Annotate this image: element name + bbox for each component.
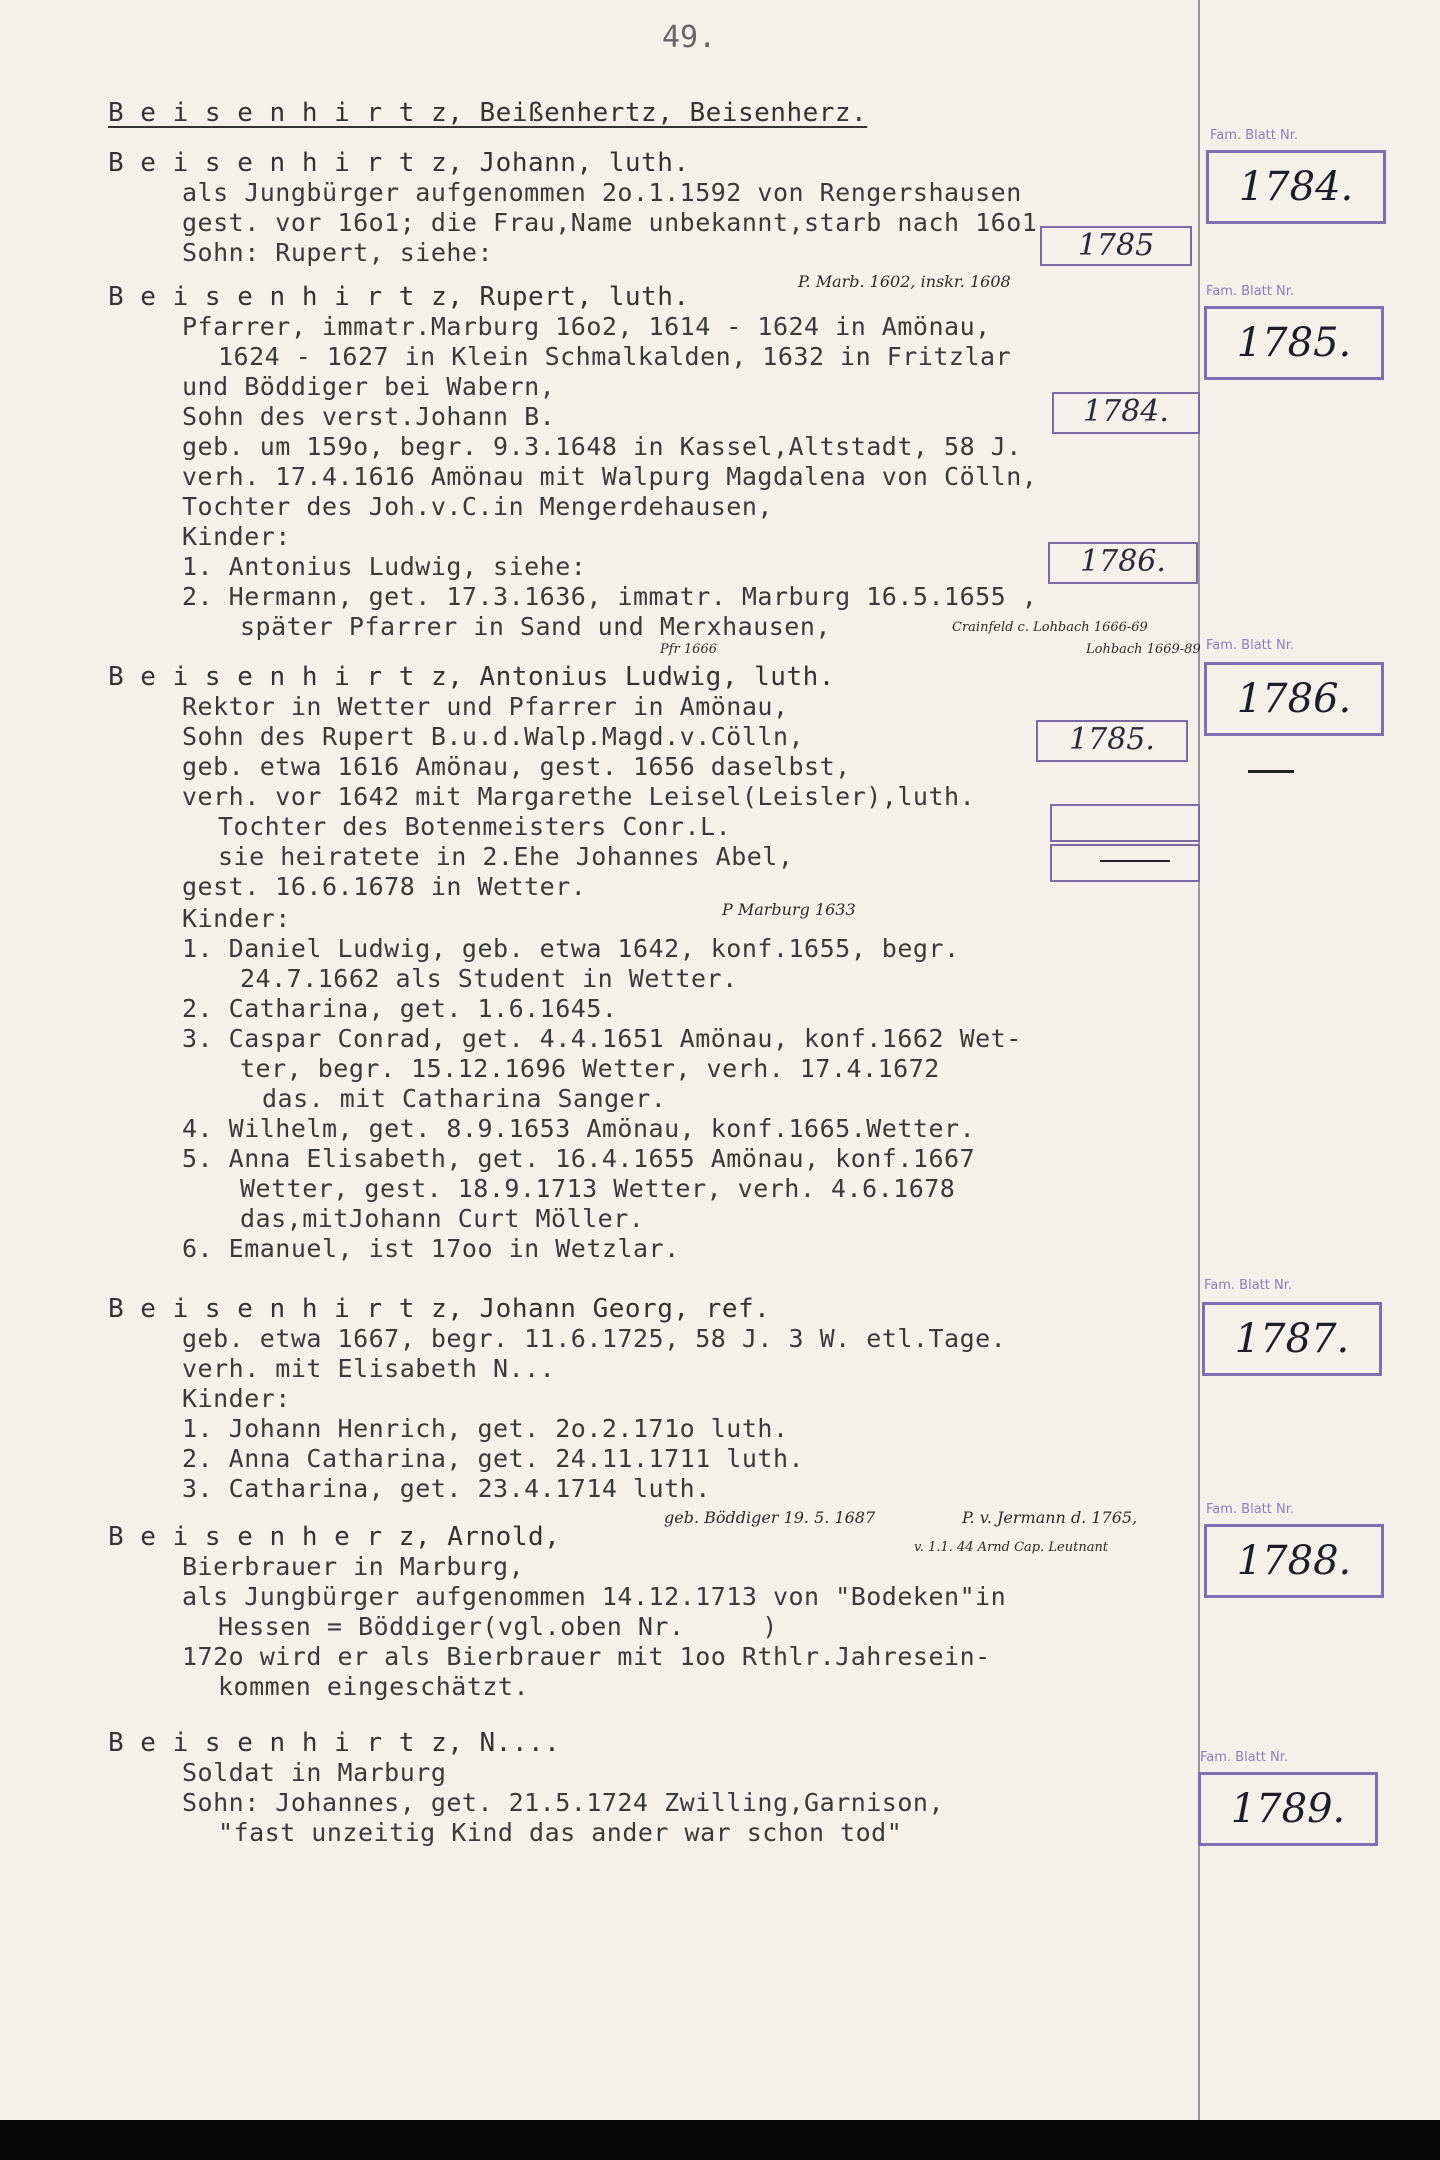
fam-blatt-box: 1784. — [1206, 150, 1386, 224]
entry-text-line: 6. Emanuel, ist 17oo in Wetzlar. — [182, 1234, 680, 1263]
entry-text-line: 3. Catharina, get. 23.4.1714 luth. — [182, 1474, 711, 1503]
entry-text-line: 2. Anna Catharina, get. 24.11.1711 luth. — [182, 1444, 805, 1473]
entry-heading: B e i s e n h i r t z, Beißenhertz, Beisenherz. — [108, 98, 868, 128]
entry-text-line: 5. Anna Elisabeth, get. 16.4.1655 Amönau, konf.1667 — [182, 1144, 976, 1173]
inline-ref-box-empty — [1050, 844, 1200, 882]
handwritten-note: v. 1.1. 44 Arnd Cap. Leutnant — [914, 1540, 1109, 1555]
entry-heading: B e i s e n h i r t z, Johann Georg, ref. — [108, 1294, 771, 1324]
entry-text-line: 172o wird er als Bierbrauer mit 1oo Rthlr.Jahresein- — [182, 1642, 991, 1671]
fam-blatt-label: Fam. Blatt Nr. — [1206, 284, 1295, 299]
entry-text-line: 3. Caspar Conrad, get. 4.4.1651 Amönau, konf.1662 Wet- — [182, 1024, 1022, 1053]
entry-text-line: Soldat in Marburg — [182, 1758, 447, 1787]
fam-blatt-label: Fam. Blatt Nr. — [1200, 1750, 1289, 1765]
entry-text-line: geb. etwa 1667, begr. 11.6.1725, 58 J. 3 W. etl.Tage. — [182, 1324, 1007, 1353]
entry-text-line: das. mit Catharina Sanger. — [262, 1084, 667, 1113]
entry-text-line: Kinder: — [182, 1384, 291, 1413]
entry-text-line: Wetter, gest. 18.9.1713 Wetter, verh. 4.6.1678 — [240, 1174, 956, 1203]
handwritten-note: Lohbach 1669-89 — [1086, 642, 1201, 657]
entry-text-line: Hessen = Böddiger(vgl.oben Nr. ) — [218, 1612, 778, 1641]
fam-blatt-label: Fam. Blatt Nr. — [1206, 638, 1295, 653]
fam-blatt-label: Fam. Blatt Nr. — [1204, 1278, 1293, 1293]
entry-text-line: gest. vor 16o1; die Frau,Name unbekannt,starb nach 16o1 — [182, 208, 1038, 237]
entry-text-line: Kinder: — [182, 522, 291, 551]
entry-heading: B e i s e n h i r t z, N.... — [108, 1728, 561, 1758]
entry-heading: B e i s e n h i r t z, Antonius Ludwig, luth. — [108, 662, 835, 692]
entry-text-line: Tochter des Joh.v.C.in Mengerdehausen, — [182, 492, 773, 521]
entry-text-line: kommen eingeschätzt. — [218, 1672, 530, 1701]
fam-blatt-box: 1785. — [1204, 306, 1384, 380]
entry-text-line: Sohn des Rupert B.u.d.Walp.Magd.v.Cölln, — [182, 722, 805, 751]
entry-text-line: ter, begr. 15.12.1696 Wetter, verh. 17.4.1672 — [240, 1054, 940, 1083]
entry-text-line: geb. um 159o, begr. 9.3.1648 in Kassel,Altstadt, 58 J. — [182, 432, 1022, 461]
entry-text-line: und Böddiger bei Wabern, — [182, 372, 556, 401]
entry-text-line: sie heiratete in 2.Ehe Johannes Abel, — [218, 842, 794, 871]
entry-text-line: verh. 17.4.1616 Amönau mit Walpurg Magdalena von Cölln, — [182, 462, 1038, 491]
handwritten-note: P Marburg 1633 — [722, 900, 856, 919]
handwritten-note: geb. Böddiger 19. 5. 1687 — [664, 1508, 876, 1527]
fam-blatt-box: 1786. — [1204, 662, 1384, 736]
scan-bottom-edge — [0, 2120, 1440, 2160]
entry-text-line: Sohn des verst.Johann B. — [182, 402, 556, 431]
fam-blatt-box: 1787. — [1202, 1302, 1382, 1376]
entry-text-line: Pfarrer, immatr.Marburg 16o2, 1614 - 1624 in Amönau, — [182, 312, 991, 341]
entry-text-line: Kinder: — [182, 904, 291, 933]
entry-text-line: als Jungbürger aufgenommen 2o.1.1592 von Rengershausen — [182, 178, 1022, 207]
inline-ref-box-empty — [1050, 804, 1200, 842]
entry-text-line: als Jungbürger aufgenommen 14.12.1713 von "Bodeken"in — [182, 1582, 1007, 1611]
margin-dash — [1248, 770, 1294, 773]
entry-text-line: 1624 - 1627 in Klein Schmalkalden, 1632 in Fritzlar — [218, 342, 1012, 371]
inline-dash — [1100, 860, 1170, 862]
entry-text-line: "fast unzeitig Kind das ander war schon tod" — [218, 1818, 903, 1847]
entry-text-line: Sohn: Rupert, siehe: — [182, 238, 494, 267]
inline-ref-box: 1784. — [1052, 392, 1200, 434]
fam-blatt-label: Fam. Blatt Nr. — [1210, 128, 1299, 143]
entry-text-line: verh. vor 1642 mit Margarethe Leisel(Leisler),luth. — [182, 782, 976, 811]
entry-heading: B e i s e n h i r t z, Rupert, luth. — [108, 282, 690, 312]
entry-text-line: später Pfarrer in Sand und Merxhausen, — [240, 612, 831, 641]
entry-text-line: 1. Antonius Ludwig, siehe: — [182, 552, 587, 581]
inline-ref-box: 1785 — [1040, 226, 1192, 266]
fam-blatt-box: 1789. — [1198, 1772, 1378, 1846]
fam-blatt-box: 1788. — [1204, 1524, 1384, 1598]
entry-text-line: das,mitJohann Curt Möller. — [240, 1204, 645, 1233]
entry-text-line: 2. Catharina, get. 1.6.1645. — [182, 994, 618, 1023]
entry-text-line: Bierbrauer in Marburg, — [182, 1552, 525, 1581]
entry-text-line: Tochter des Botenmeisters Conr.L. — [218, 812, 732, 841]
entry-text-line: geb. etwa 1616 Amönau, gest. 1656 daselbst, — [182, 752, 851, 781]
handwritten-note: Crainfeld c. Lohbach 1666-69 — [952, 620, 1148, 635]
handwritten-note: Pfr 1666 — [660, 642, 717, 657]
handwritten-note: P. Marb. 1602, inskr. 1608 — [798, 272, 1011, 291]
entry-text-line: verh. mit Elisabeth N... — [182, 1354, 556, 1383]
entry-text-line: Rektor in Wetter und Pfarrer in Amönau, — [182, 692, 789, 721]
entry-text-line: Sohn: Johannes, get. 21.5.1724 Zwilling,Garnison, — [182, 1788, 945, 1817]
entry-text-line: 1. Daniel Ludwig, geb. etwa 1642, konf.1655, begr. — [182, 934, 960, 963]
entry-text-line: 4. Wilhelm, get. 8.9.1653 Amönau, konf.1665.Wetter. — [182, 1114, 976, 1143]
entry-heading: B e i s e n h e r z, Arnold, — [108, 1522, 561, 1552]
page-number: 49. — [662, 20, 717, 55]
entry-text-line: 24.7.1662 als Student in Wetter. — [240, 964, 738, 993]
entry-text-line: gest. 16.6.1678 in Wetter. — [182, 872, 587, 901]
entry-text-line: 2. Hermann, get. 17.3.1636, immatr. Marburg 16.5.1655 , — [182, 582, 1038, 611]
fam-blatt-label: Fam. Blatt Nr. — [1206, 1502, 1295, 1517]
entry-text-line: 1. Johann Henrich, get. 2o.2.171o luth. — [182, 1414, 789, 1443]
entry-heading: B e i s e n h i r t z, Johann, luth. — [108, 148, 690, 178]
inline-ref-box: 1786. — [1048, 542, 1198, 584]
inline-ref-box: 1785. — [1036, 720, 1188, 762]
handwritten-note: P. v. Jermann d. 1765, — [962, 1508, 1138, 1527]
